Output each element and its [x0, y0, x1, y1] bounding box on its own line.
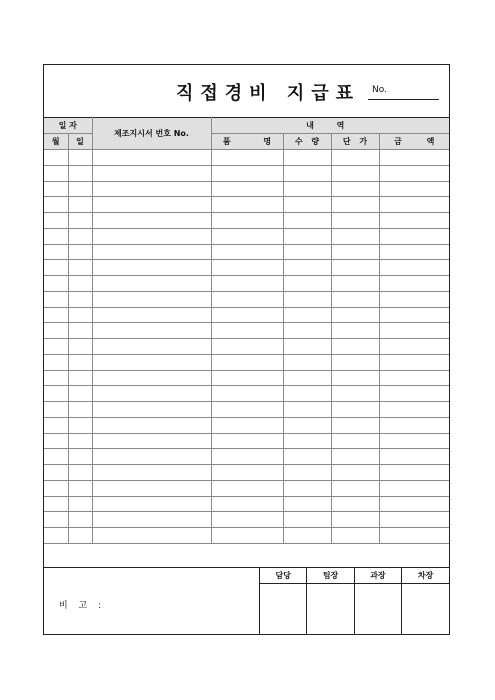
day-cell[interactable]: [68, 213, 92, 229]
unit-price-cell[interactable]: [331, 528, 379, 544]
month-cell[interactable]: [44, 165, 68, 181]
day-cell[interactable]: [68, 260, 92, 276]
quantity-cell[interactable]: [283, 260, 331, 276]
amount-cell[interactable]: [379, 339, 449, 355]
footer-section: [44, 567, 449, 635]
item-name-cell[interactable]: [211, 165, 283, 181]
month-header: 월: [44, 134, 68, 150]
order-number-header: 제조지시서 번호 No.: [92, 118, 211, 150]
item-name-cell[interactable]: [211, 480, 283, 496]
form-frame: [43, 64, 450, 635]
unit-price-header: 단 가: [331, 134, 379, 150]
amount-cell[interactable]: [379, 465, 449, 481]
amount-cell[interactable]: [379, 197, 449, 213]
amount-cell[interactable]: [379, 244, 449, 260]
table-row: [44, 213, 449, 229]
table-row: [44, 181, 449, 197]
day-cell[interactable]: [68, 276, 92, 292]
day-cell[interactable]: [68, 417, 92, 433]
unit-price-cell[interactable]: [331, 244, 379, 260]
unit-price-cell[interactable]: [331, 417, 379, 433]
month-cell[interactable]: [44, 244, 68, 260]
amount-cell[interactable]: [379, 181, 449, 197]
item-name-cell[interactable]: [211, 386, 283, 402]
table-row: [44, 244, 449, 260]
quantity-cell[interactable]: [283, 512, 331, 528]
table-row: [44, 260, 449, 276]
approval-table: [259, 568, 449, 635]
order-number-cell[interactable]: [92, 512, 211, 528]
order-number-cell[interactable]: [92, 307, 211, 323]
amount-cell[interactable]: [379, 496, 449, 512]
month-cell[interactable]: [44, 433, 68, 449]
number-field[interactable]: [368, 85, 439, 100]
order-number-cell[interactable]: [92, 370, 211, 386]
day-cell[interactable]: [68, 244, 92, 260]
day-cell[interactable]: [68, 323, 92, 339]
month-cell[interactable]: [44, 213, 68, 229]
unit-price-cell[interactable]: [331, 228, 379, 244]
table-row: [44, 417, 449, 433]
table-row: [44, 449, 449, 465]
order-number-cell[interactable]: [92, 402, 211, 418]
unit-price-cell[interactable]: [331, 386, 379, 402]
amount-cell[interactable]: [379, 150, 449, 166]
unit-price-cell[interactable]: [331, 165, 379, 181]
unit-price-cell[interactable]: [331, 150, 379, 166]
item-name-cell[interactable]: [211, 276, 283, 292]
table-row: [44, 528, 449, 544]
day-cell[interactable]: [68, 370, 92, 386]
item-name-cell[interactable]: [211, 433, 283, 449]
date-header: 일 자: [44, 118, 92, 134]
table-row: [44, 150, 449, 166]
unit-price-cell[interactable]: [331, 512, 379, 528]
expense-table: [44, 117, 449, 544]
sign-box-manager[interactable]: [354, 584, 401, 636]
amount-cell[interactable]: [379, 323, 449, 339]
quantity-cell[interactable]: [283, 449, 331, 465]
item-name-cell[interactable]: [211, 465, 283, 481]
month-cell[interactable]: [44, 386, 68, 402]
item-name-cell[interactable]: [211, 449, 283, 465]
day-cell[interactable]: [68, 197, 92, 213]
amount-cell[interactable]: [379, 417, 449, 433]
quantity-cell[interactable]: [283, 339, 331, 355]
unit-price-cell[interactable]: [331, 402, 379, 418]
item-name-cell[interactable]: [211, 307, 283, 323]
table-row: [44, 323, 449, 339]
month-cell[interactable]: [44, 228, 68, 244]
table-row: [44, 496, 449, 512]
day-cell[interactable]: [68, 228, 92, 244]
month-cell[interactable]: [44, 323, 68, 339]
table-row: [44, 386, 449, 402]
quantity-header: 수 량: [283, 134, 331, 150]
month-cell[interactable]: [44, 339, 68, 355]
day-cell[interactable]: [68, 433, 92, 449]
month-cell[interactable]: [44, 181, 68, 197]
day-cell[interactable]: [68, 480, 92, 496]
unit-price-cell[interactable]: [331, 480, 379, 496]
quantity-cell[interactable]: [283, 417, 331, 433]
amount-cell[interactable]: [379, 354, 449, 370]
amount-cell[interactable]: [379, 260, 449, 276]
quantity-cell[interactable]: [283, 165, 331, 181]
month-cell[interactable]: [44, 465, 68, 481]
approval-deputy: 차장: [402, 568, 449, 584]
order-number-cell[interactable]: [92, 354, 211, 370]
order-number-cell[interactable]: [92, 465, 211, 481]
amount-cell[interactable]: [379, 449, 449, 465]
item-name-cell[interactable]: [211, 181, 283, 197]
quantity-cell[interactable]: [283, 228, 331, 244]
unit-price-cell[interactable]: [331, 307, 379, 323]
table-row: [44, 465, 449, 481]
order-number-cell[interactable]: [92, 433, 211, 449]
table-row: [44, 165, 449, 181]
number-label: No.: [372, 85, 387, 95]
day-cell[interactable]: [68, 354, 92, 370]
unit-price-cell[interactable]: [331, 291, 379, 307]
month-cell[interactable]: [44, 417, 68, 433]
table-row: [44, 480, 449, 496]
month-cell[interactable]: [44, 480, 68, 496]
quantity-cell[interactable]: [283, 433, 331, 449]
unit-price-cell[interactable]: [331, 339, 379, 355]
item-name-cell[interactable]: [211, 260, 283, 276]
amount-cell[interactable]: [379, 433, 449, 449]
item-name-cell[interactable]: [211, 528, 283, 544]
quantity-cell[interactable]: [283, 354, 331, 370]
table-row: [44, 433, 449, 449]
day-cell[interactable]: [68, 291, 92, 307]
month-cell[interactable]: [44, 276, 68, 292]
quantity-cell[interactable]: [283, 197, 331, 213]
order-number-cell[interactable]: [92, 528, 211, 544]
table-row: [44, 197, 449, 213]
day-cell[interactable]: [68, 181, 92, 197]
amount-cell[interactable]: [379, 528, 449, 544]
month-cell[interactable]: [44, 528, 68, 544]
title-area: [44, 65, 449, 117]
day-cell[interactable]: [68, 386, 92, 402]
quantity-cell[interactable]: [283, 496, 331, 512]
table-row: [44, 339, 449, 355]
day-cell[interactable]: [68, 339, 92, 355]
item-name-cell[interactable]: [211, 213, 283, 229]
amount-cell[interactable]: [379, 402, 449, 418]
table-row: [44, 307, 449, 323]
amount-cell[interactable]: [379, 276, 449, 292]
unit-price-cell[interactable]: [331, 323, 379, 339]
month-cell[interactable]: [44, 260, 68, 276]
unit-price-cell[interactable]: [331, 197, 379, 213]
amount-cell[interactable]: [379, 165, 449, 181]
quantity-cell[interactable]: [283, 480, 331, 496]
order-number-cell[interactable]: [92, 197, 211, 213]
month-cell[interactable]: [44, 354, 68, 370]
item-name-cell[interactable]: [211, 197, 283, 213]
month-cell[interactable]: [44, 150, 68, 166]
order-number-cell[interactable]: [92, 449, 211, 465]
item-name-cell[interactable]: [211, 370, 283, 386]
unit-price-cell[interactable]: [331, 433, 379, 449]
month-cell[interactable]: [44, 512, 68, 528]
unit-price-cell[interactable]: [331, 449, 379, 465]
amount-cell[interactable]: [379, 307, 449, 323]
item-name-cell[interactable]: [211, 244, 283, 260]
sign-box-staff[interactable]: [260, 584, 307, 636]
table-row: [44, 276, 449, 292]
order-number-cell[interactable]: [92, 291, 211, 307]
amount-cell[interactable]: [379, 480, 449, 496]
day-header: 일: [68, 134, 92, 150]
unit-price-cell[interactable]: [331, 276, 379, 292]
sign-box-team-leader[interactable]: [307, 584, 354, 636]
order-number-cell[interactable]: [92, 386, 211, 402]
item-name-cell[interactable]: [211, 512, 283, 528]
quantity-cell[interactable]: [283, 465, 331, 481]
quantity-cell[interactable]: [283, 244, 331, 260]
unit-price-cell[interactable]: [331, 181, 379, 197]
quantity-cell[interactable]: [283, 150, 331, 166]
month-cell[interactable]: [44, 449, 68, 465]
unit-price-cell[interactable]: [331, 260, 379, 276]
day-cell[interactable]: [68, 402, 92, 418]
month-cell[interactable]: [44, 197, 68, 213]
item-name-cell[interactable]: [211, 417, 283, 433]
day-cell[interactable]: [68, 165, 92, 181]
order-number-cell[interactable]: [92, 181, 211, 197]
table-row: [44, 370, 449, 386]
order-number-cell[interactable]: [92, 165, 211, 181]
order-number-cell[interactable]: [92, 417, 211, 433]
item-name-cell[interactable]: [211, 291, 283, 307]
item-name-cell[interactable]: [211, 339, 283, 355]
quantity-cell[interactable]: [283, 370, 331, 386]
amount-cell[interactable]: [379, 386, 449, 402]
order-number-cell[interactable]: [92, 339, 211, 355]
month-cell[interactable]: [44, 291, 68, 307]
unit-price-cell[interactable]: [331, 354, 379, 370]
order-number-cell[interactable]: [92, 213, 211, 229]
quantity-cell[interactable]: [283, 213, 331, 229]
order-number-cell[interactable]: [92, 260, 211, 276]
amount-cell[interactable]: [379, 228, 449, 244]
approval-team-leader: 팀장: [307, 568, 354, 584]
quantity-cell[interactable]: [283, 307, 331, 323]
amount-cell[interactable]: [379, 512, 449, 528]
item-name-cell[interactable]: [211, 496, 283, 512]
table-row: [44, 228, 449, 244]
item-name-cell[interactable]: [211, 323, 283, 339]
day-cell[interactable]: [68, 307, 92, 323]
form-title: 직접경비 지급표: [176, 83, 360, 104]
order-number-cell[interactable]: [92, 244, 211, 260]
amount-header: 금 액: [379, 134, 449, 150]
item-name-cell[interactable]: [211, 402, 283, 418]
month-cell[interactable]: [44, 496, 68, 512]
month-cell[interactable]: [44, 402, 68, 418]
table-row: [44, 354, 449, 370]
order-number-cell[interactable]: [92, 276, 211, 292]
item-name-cell[interactable]: [211, 150, 283, 166]
order-number-cell[interactable]: [92, 496, 211, 512]
table-row: [44, 512, 449, 528]
quantity-cell[interactable]: [283, 528, 331, 544]
quantity-cell[interactable]: [283, 291, 331, 307]
remark-label: 비 고 :: [59, 601, 106, 611]
sign-box-deputy[interactable]: [402, 584, 449, 636]
month-cell[interactable]: [44, 307, 68, 323]
unit-price-cell[interactable]: [331, 370, 379, 386]
table-row: [44, 291, 449, 307]
unit-price-cell[interactable]: [331, 213, 379, 229]
details-header: 내 역: [211, 118, 449, 134]
unit-price-cell[interactable]: [331, 465, 379, 481]
day-cell[interactable]: [68, 150, 92, 166]
order-number-cell[interactable]: [92, 480, 211, 496]
day-cell[interactable]: [68, 512, 92, 528]
item-name-cell[interactable]: [211, 228, 283, 244]
item-name-cell[interactable]: [211, 354, 283, 370]
order-number-cell[interactable]: [92, 228, 211, 244]
quantity-cell[interactable]: [283, 323, 331, 339]
unit-price-cell[interactable]: [331, 496, 379, 512]
approval-staff: 담당: [260, 568, 307, 584]
quantity-cell[interactable]: [283, 386, 331, 402]
order-number-cell[interactable]: [92, 150, 211, 166]
quantity-cell[interactable]: [283, 181, 331, 197]
quantity-cell[interactable]: [283, 276, 331, 292]
approval-manager: 과장: [354, 568, 401, 584]
order-number-cell[interactable]: [92, 323, 211, 339]
day-cell[interactable]: [68, 528, 92, 544]
quantity-cell[interactable]: [283, 402, 331, 418]
amount-cell[interactable]: [379, 291, 449, 307]
day-cell[interactable]: [68, 449, 92, 465]
month-cell[interactable]: [44, 370, 68, 386]
day-cell[interactable]: [68, 496, 92, 512]
table-row: [44, 402, 449, 418]
amount-cell[interactable]: [379, 370, 449, 386]
amount-cell[interactable]: [379, 213, 449, 229]
day-cell[interactable]: [68, 465, 92, 481]
item-name-header: 품 명: [211, 134, 283, 150]
